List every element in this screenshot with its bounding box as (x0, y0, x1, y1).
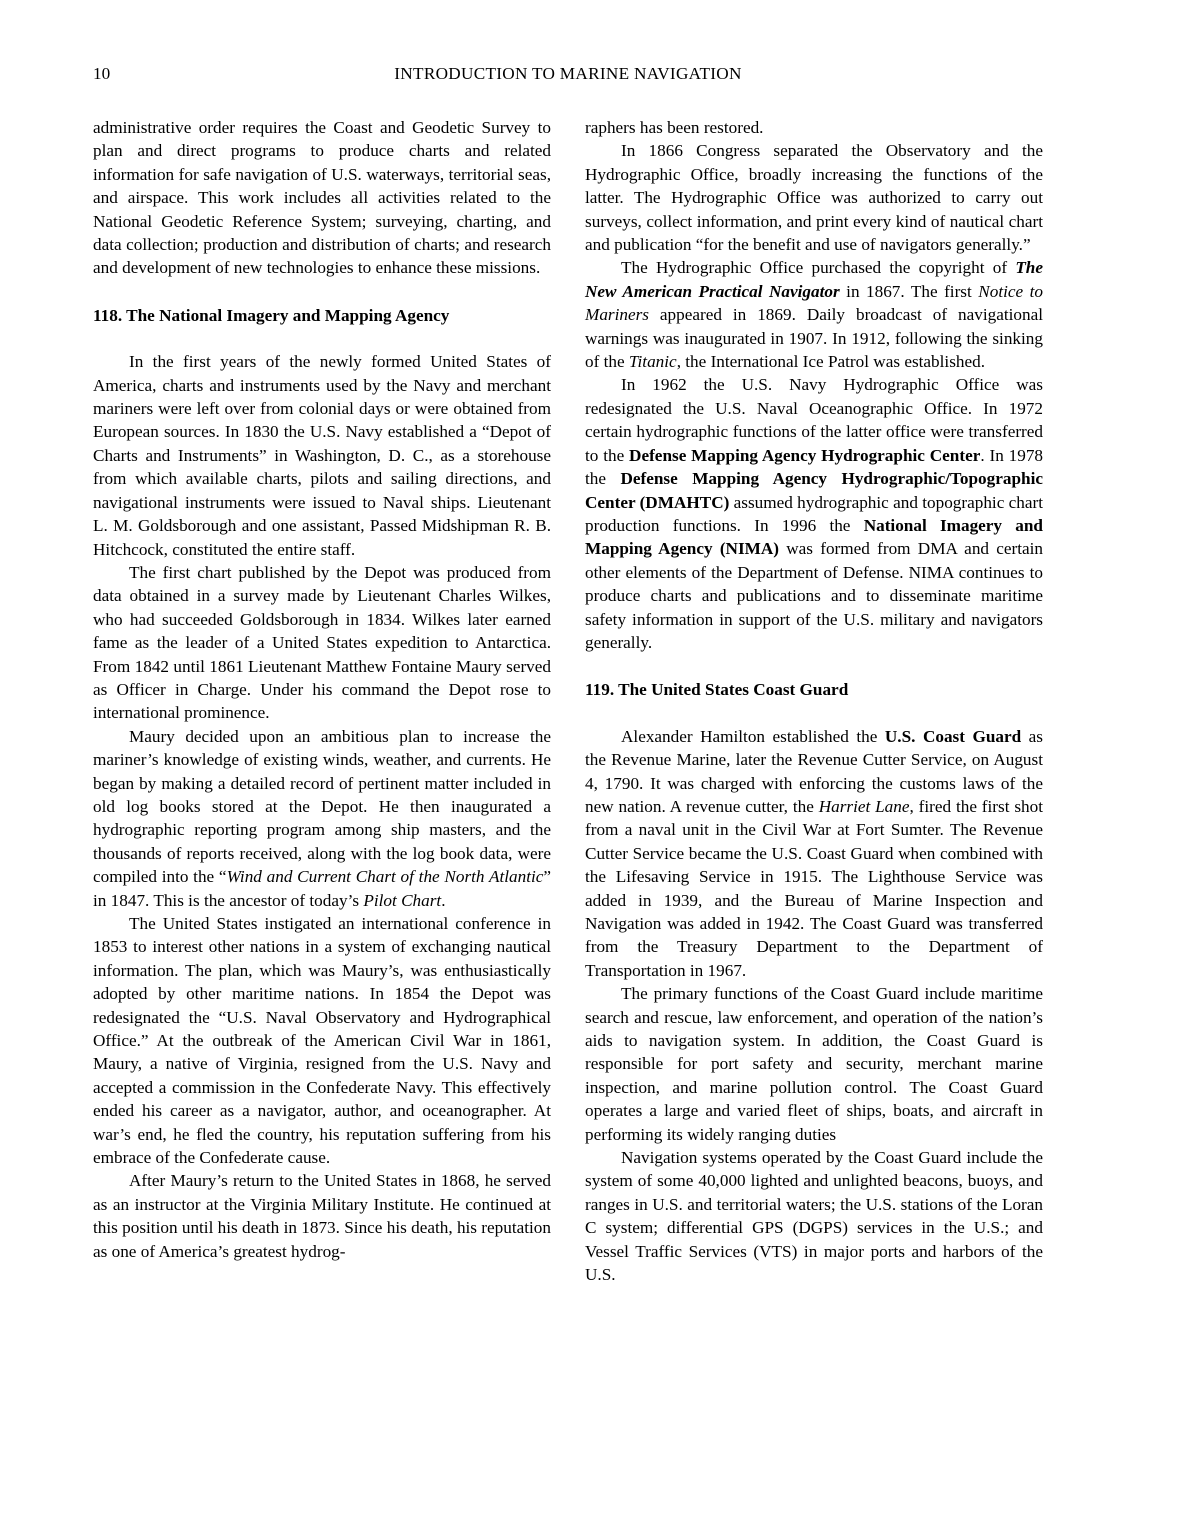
left-column (93, 116, 551, 1287)
page-body (93, 116, 1043, 1287)
section-heading: 119. The United States Coast Guard (585, 680, 849, 700)
paragraph: In 1866 Congress separated the Observatory and the Hydrographic Office, broadly increasing the functions of the latter. The Hydrographic Office was authorized to carry out surveys, collect information, and print every kind of nautical chart and publication “for the benefit and use of navigators generally.” (585, 141, 1043, 255)
paragraph: In the first years of the newly formed United States of America, charts and instruments used by the Navy and merchant mariners were left over from colonial days or were obtained from European sources. In 1830 the U.S. Navy established a “Depot of Charts and Instruments” in Washington, D. C., as a storehouse from which available charts, pilots and sailing directions, and navigational instruments were issued to Naval ships. Lieutenant L. M. Goldsborough and one assistant, Passed Midshipman R. B. Hitchcock, constituted the entire staff. (93, 352, 551, 559)
paragraph: The primary functions of the Coast Guard include maritime search and rescue, law enforcement, and operation of the nation’s aids to navigation system. In addition, the Coast Guard is responsible for port safety and security, merchant marine inspection, and marine pollution control. The Coast Guard operates a large and varied fleet of ships, boats, and aircraft in performing its widely ranging duties (585, 984, 1043, 1144)
paragraph: Alexander Hamilton established the U.S. Coast Guard as the Revenue Marine, later the Revenue Cutter Service, on August 4, 1790. It was charged with enforcing the customs laws of the new nation. A revenue cutter, the Harriet Lane, fired the first shot from a naval unit in the Civil War at Fort Sumter. The Revenue Cutter Service became the U.S. Coast Guard when combined with the Lifesaving Service in 1915. The Lighthouse Service was added in 1939, and the Bureau of Marine Inspection and Navigation was added in 1942. The Coast Guard was transferred from the Treasury Department to the Department of Transportation in 1967. (585, 726, 1043, 980)
page-number: 10 (93, 64, 111, 83)
paragraph: The Hydrographic Office purchased the copyright of The New American Practical Navigator in 1867. The first Notice to Mariners appeared in 1869. Daily broadcast of navigational warnings was inaugurated in 1907. In 1912, following the sinking of the Titanic, the International Ice Patrol was established. (585, 258, 1044, 372)
paragraph: In 1962 the U.S. Navy Hydrographic Office was redesignated the U.S. Naval Oceanographic Office. In 1972 certain hydrographic functions of the latter office were transferred to the Defense Mapping Agency Hydrographic Center. In 1978 the Defense Mapping Agency Hydrographic/Topographic Center (DMAHTC) assumed hydrographic and topographic chart production functions. In 1996 the National Imagery and Mapping Agency (NIMA) was formed from DMA and certain other elements of the Department of Defense. NIMA continues to produce charts and publications and to disseminate maritime safety information in support of the U.S. military and navigators generally. (585, 375, 1044, 652)
paragraph: administrative order requires the Coast and Geodetic Survey to plan and direct programs to produce charts and related information for safe navigation of U.S. waterways, territorial seas, and airspace. This work includes all activities related to the National Geodetic Reference System; surveying, charting, and data collection; production and distribution of charts; and research and development of new technologies to enhance these missions. (93, 118, 551, 278)
right-column (585, 116, 1043, 1287)
paragraph: After Maury’s return to the United States in 1868, he served as an instructor at the Virginia Military Institute. He continued at this position until his death in 1873. Since his death, his reputation as one of America’s greatest hydrog- (93, 1171, 551, 1261)
paragraph: The first chart published by the Depot was produced from data obtained in a survey made by Lieutenant Charles Wilkes, who had succeeded Goldsborough in 1834. Wilkes later earned fame as the leader of a United States expedition to Antarctica. From 1842 until 1861 Lieutenant Matthew Fontaine Maury served as Officer in Charge. Under his command the Depot rose to international prominence. (93, 562, 551, 723)
paragraph: The United States instigated an international conference in 1853 to interest other nations in a system of exchanging nautical information. The plan, which was Maury’s, was enthusiastically adopted by other maritime nations. In 1854 the Depot was redesignated the “U.S. Naval Observatory and Hydrographical Office.” At the outbreak of the American Civil War in 1861, Maury, a native of Virginia, resigned from the U.S. Navy and accepted a commission in the Confederate Navy. This effectively ended his career as a navigator, author, and oceanographer. At war’s end, he fled the country, his reputation suffering from his embrace of the Confederate cause. (93, 914, 551, 1168)
paragraph: Maury decided upon an ambitious plan to increase the mariner’s knowledge of existing winds, weather, and currents. He began by making a detailed record of pertinent matter included in old log books stored at the Depot. He then inaugurated a hydrographic reporting program among ship masters, and the thousands of reports received, along with the log book data, were compiled into the “Wind and Current Chart of the North Atlantic” in 1847. This is the ancestor of today’s Pilot Chart. (93, 726, 552, 910)
running-header (93, 64, 1043, 88)
section-heading: 118. The National Imagery and Mapping Agency (93, 305, 450, 325)
page-title: INTRODUCTION TO MARINE NAVIGATION (394, 64, 742, 83)
paragraph: raphers has been restored. (585, 118, 764, 137)
paragraph: Navigation systems operated by the Coast Guard include the system of some 40,000 lighted and unlighted beacons, buoys, and ranges in U.S. and territorial waters; the U.S. stations of the Loran C system; differential GPS (DGPS) services in the U.S.; and Vessel Traffic Services (VTS) in major ports and harbors of the U.S. (585, 1148, 1043, 1285)
